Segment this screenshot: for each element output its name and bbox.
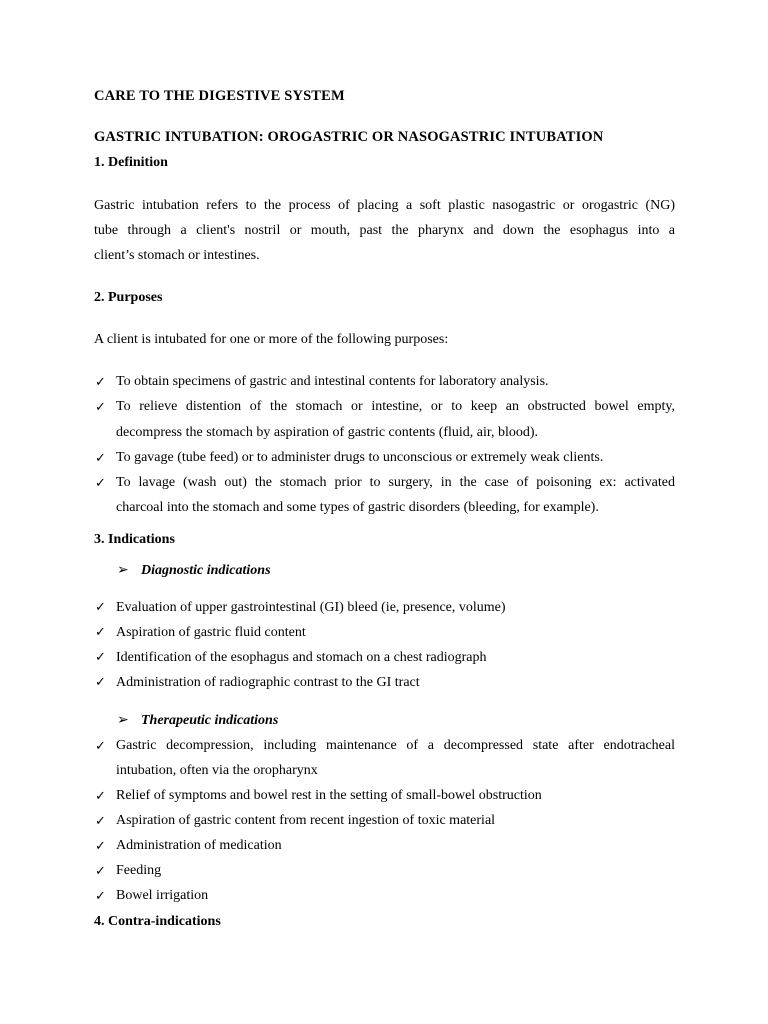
document-subtitle: GASTRIC INTUBATION: OROGASTRIC OR NASOGASTRIC INTUBATION bbox=[94, 129, 604, 145]
check-icon: ✓ bbox=[95, 600, 106, 615]
list-item: To obtain specimens of gastric and intestinal contents for laboratory analysis. bbox=[116, 374, 549, 389]
paragraph-line: A client is intubated for one or more of the following purposes: bbox=[94, 332, 449, 347]
list-item: Gastric decompression, including maintenance of a decompressed state after endotracheal bbox=[116, 738, 675, 753]
section-heading-purposes: 2. Purposes bbox=[94, 290, 163, 305]
subheading-diagnostic: Diagnostic indications bbox=[141, 563, 271, 578]
check-icon: ✓ bbox=[95, 839, 106, 854]
list-item: Feeding bbox=[116, 863, 162, 878]
list-item: Evaluation of upper gastrointestinal (GI) bleed (ie, presence, volume) bbox=[116, 600, 506, 615]
list-item: Administration of medication bbox=[116, 838, 282, 853]
check-icon: ✓ bbox=[95, 650, 106, 665]
check-icon: ✓ bbox=[95, 889, 106, 904]
list-item: To relieve distention of the stomach or intestine, or to keep an obstructed bowel empty, bbox=[116, 399, 675, 414]
check-icon: ✓ bbox=[95, 675, 106, 690]
list-item-continuation: decompress the stomach by aspiration of gastric contents (fluid, air, blood). bbox=[116, 425, 539, 440]
check-icon: ✓ bbox=[95, 814, 106, 829]
list-item: To gavage (tube feed) or to administer drugs to unconscious or extremely weak clients. bbox=[116, 450, 604, 465]
section-heading-contra-indications: 4. Contra-indications bbox=[94, 914, 221, 929]
paragraph-line: tube through a client's nostril or mouth, past the pharynx and down the esophagus into a bbox=[94, 223, 675, 238]
check-icon: ✓ bbox=[95, 625, 106, 640]
check-icon: ✓ bbox=[95, 864, 106, 879]
document-title: CARE TO THE DIGESTIVE SYSTEM bbox=[94, 88, 345, 104]
check-icon: ✓ bbox=[95, 451, 106, 466]
check-icon: ✓ bbox=[95, 789, 106, 804]
list-item-continuation: charcoal into the stomach and some types of gastric disorders (bleeding, for example). bbox=[116, 500, 599, 515]
list-item: Aspiration of gastric fluid content bbox=[116, 625, 306, 640]
section-heading-definition: 1. Definition bbox=[94, 155, 168, 170]
list-item: Relief of symptoms and bowel rest in the setting of small-bowel obstruction bbox=[116, 788, 542, 803]
list-item: Aspiration of gastric content from recent ingestion of toxic material bbox=[116, 813, 496, 828]
paragraph-line: Gastric intubation refers to the process of placing a soft plastic nasogastric or orogastric (NG) bbox=[94, 198, 675, 213]
arrowhead-icon: ➢ bbox=[117, 712, 129, 728]
arrowhead-icon: ➢ bbox=[117, 562, 129, 578]
check-icon: ✓ bbox=[95, 375, 106, 390]
list-item: Bowel irrigation bbox=[116, 888, 209, 903]
check-icon: ✓ bbox=[95, 739, 106, 754]
check-icon: ✓ bbox=[95, 476, 106, 491]
check-icon: ✓ bbox=[95, 400, 106, 415]
paragraph-line: client’s stomach or intestines. bbox=[94, 248, 260, 263]
list-item: Identification of the esophagus and stomach on a chest radiograph bbox=[116, 650, 487, 665]
list-item: Administration of radiographic contrast to the GI tract bbox=[116, 675, 420, 690]
list-item: To lavage (wash out) the stomach prior to surgery, in the case of poisoning ex: activated bbox=[116, 475, 675, 490]
section-heading-indications: 3. Indications bbox=[94, 532, 175, 547]
list-item-continuation: intubation, often via the oropharynx bbox=[116, 763, 318, 778]
subheading-therapeutic: Therapeutic indications bbox=[141, 713, 279, 728]
